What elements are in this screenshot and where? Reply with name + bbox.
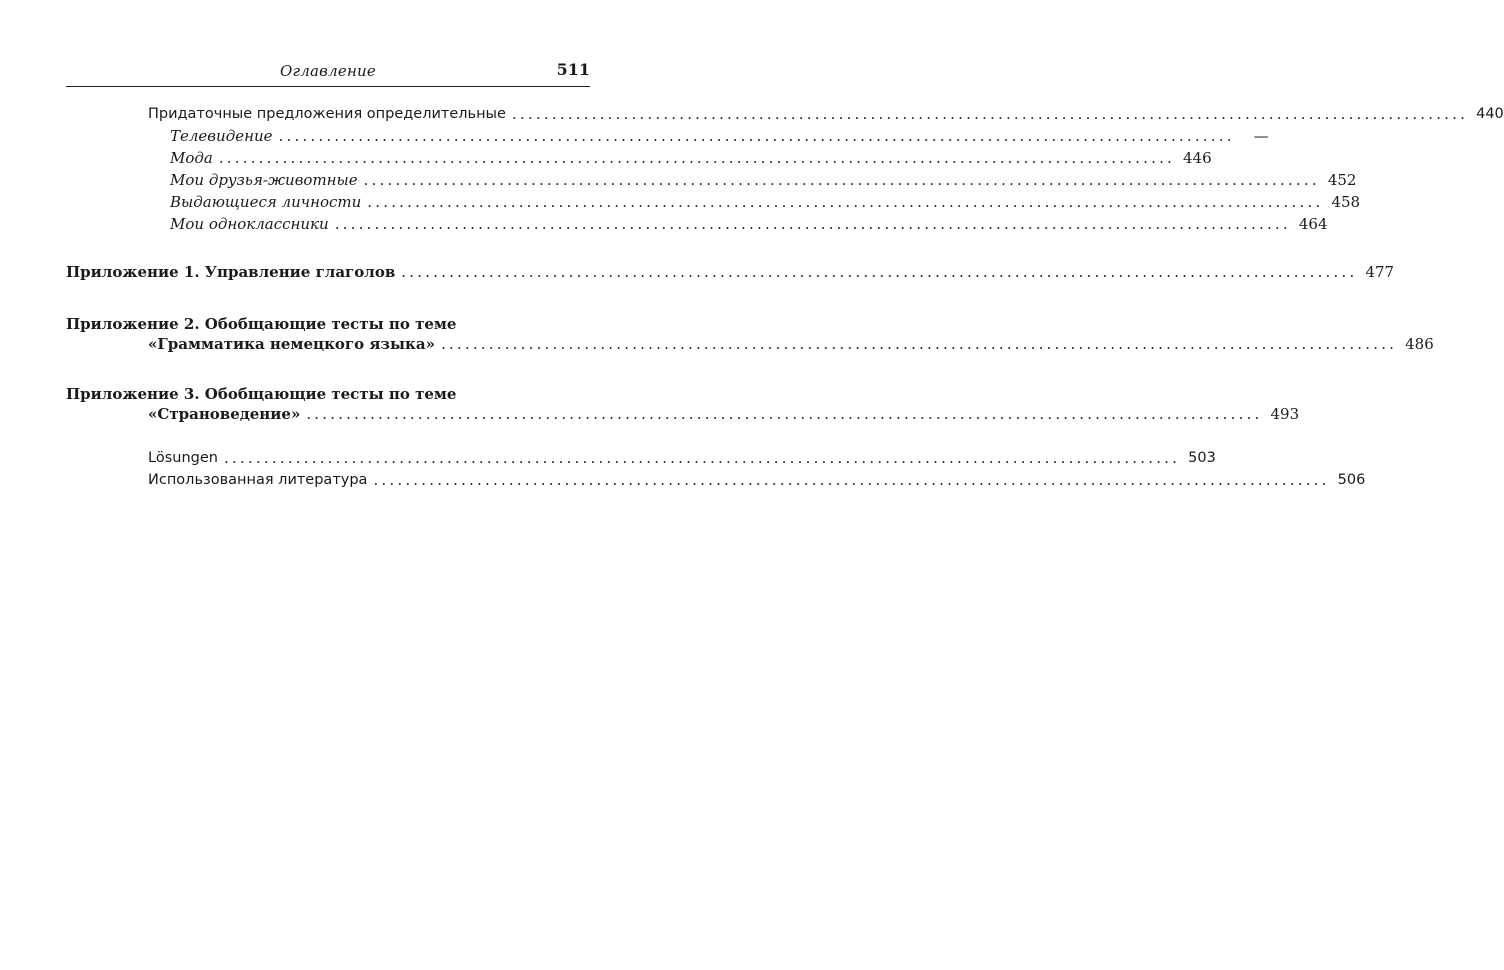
toc-entry-page: — — [1253, 127, 1269, 145]
toc-entry-page: 486 — [1405, 335, 1434, 353]
dot-leader: ........................................................................................................................ — [223, 449, 1181, 467]
dot-leader: ........................................................................................................................ — [440, 335, 1398, 353]
toc-entry-page: 440 — [1476, 106, 1504, 122]
toc-entry — [148, 446, 1216, 468]
dot-leader: ........................................................................................................................ — [363, 171, 1320, 189]
toc-entry — [148, 102, 1504, 124]
toc-entry-page: 493 — [1270, 405, 1300, 423]
toc-entry-page: 446 — [1183, 149, 1212, 167]
toc-entry — [170, 168, 1357, 190]
toc-entry-page: 477 — [1365, 263, 1395, 281]
dot-leader: ........................................................................................................................ — [367, 193, 1324, 211]
toc-entry-title: Мода — [170, 149, 213, 167]
dot-leader: ........................................................................................................................ — [278, 127, 1235, 145]
running-header-title: Оглавление — [280, 62, 376, 80]
toc-entry — [148, 468, 1366, 490]
toc-entry — [170, 146, 1212, 168]
toc-entry-title: Мои одноклассники — [170, 215, 329, 233]
toc-entry-title: Мои друзья-животные — [170, 171, 358, 189]
dot-leader: ........................................................................................................................ — [306, 405, 1263, 423]
toc-entry-title: «Грамматика немецкого языка» — [148, 335, 435, 353]
toc-entry — [170, 212, 1328, 234]
toc-entry-appendix-2 — [148, 332, 1434, 354]
dot-leader: ........................................................................................................................ — [334, 215, 1291, 233]
toc-entry-title: «Страноведение» — [148, 405, 301, 423]
dot-leader: ........................................................................................................................ — [511, 105, 1469, 123]
toc-entry-page: 464 — [1298, 215, 1328, 233]
dot-leader: ........................................................................................................................ — [218, 149, 1176, 167]
dot-leader: ........................................................................................................................ — [401, 263, 1358, 281]
toc-entry-title: Использованная литература — [148, 472, 368, 488]
toc-entry-page: 452 — [1327, 171, 1357, 189]
toc-entry-title: Телевидение — [170, 127, 273, 145]
toc-entry — [170, 124, 1269, 146]
dot-leader: ........................................................................................................................ — [373, 471, 1330, 489]
toc-entry-title: Придаточные предложения определительные — [148, 106, 506, 122]
toc-entry-appendix-1 — [66, 260, 1395, 282]
toc-entry-page: 503 — [1188, 450, 1216, 466]
toc-entry-title: Lösungen — [148, 450, 218, 466]
toc-entry-title: Выдающиеся личности — [170, 193, 362, 211]
toc-entry — [170, 190, 1361, 212]
toc-entry-title: Приложение 1. Управление глаголов — [66, 263, 396, 281]
toc-entry-appendix-2-heading: Приложение 2. Обобщающие тесты по теме — [66, 315, 457, 333]
toc-entry-page: 506 — [1337, 472, 1366, 488]
toc-entry-page: 458 — [1331, 193, 1361, 211]
toc-entry-appendix-3-heading: Приложение 3. Обобщающие тесты по теме — [66, 385, 457, 403]
page-number: 511 — [556, 60, 590, 79]
toc-entry-appendix-3 — [148, 402, 1300, 424]
